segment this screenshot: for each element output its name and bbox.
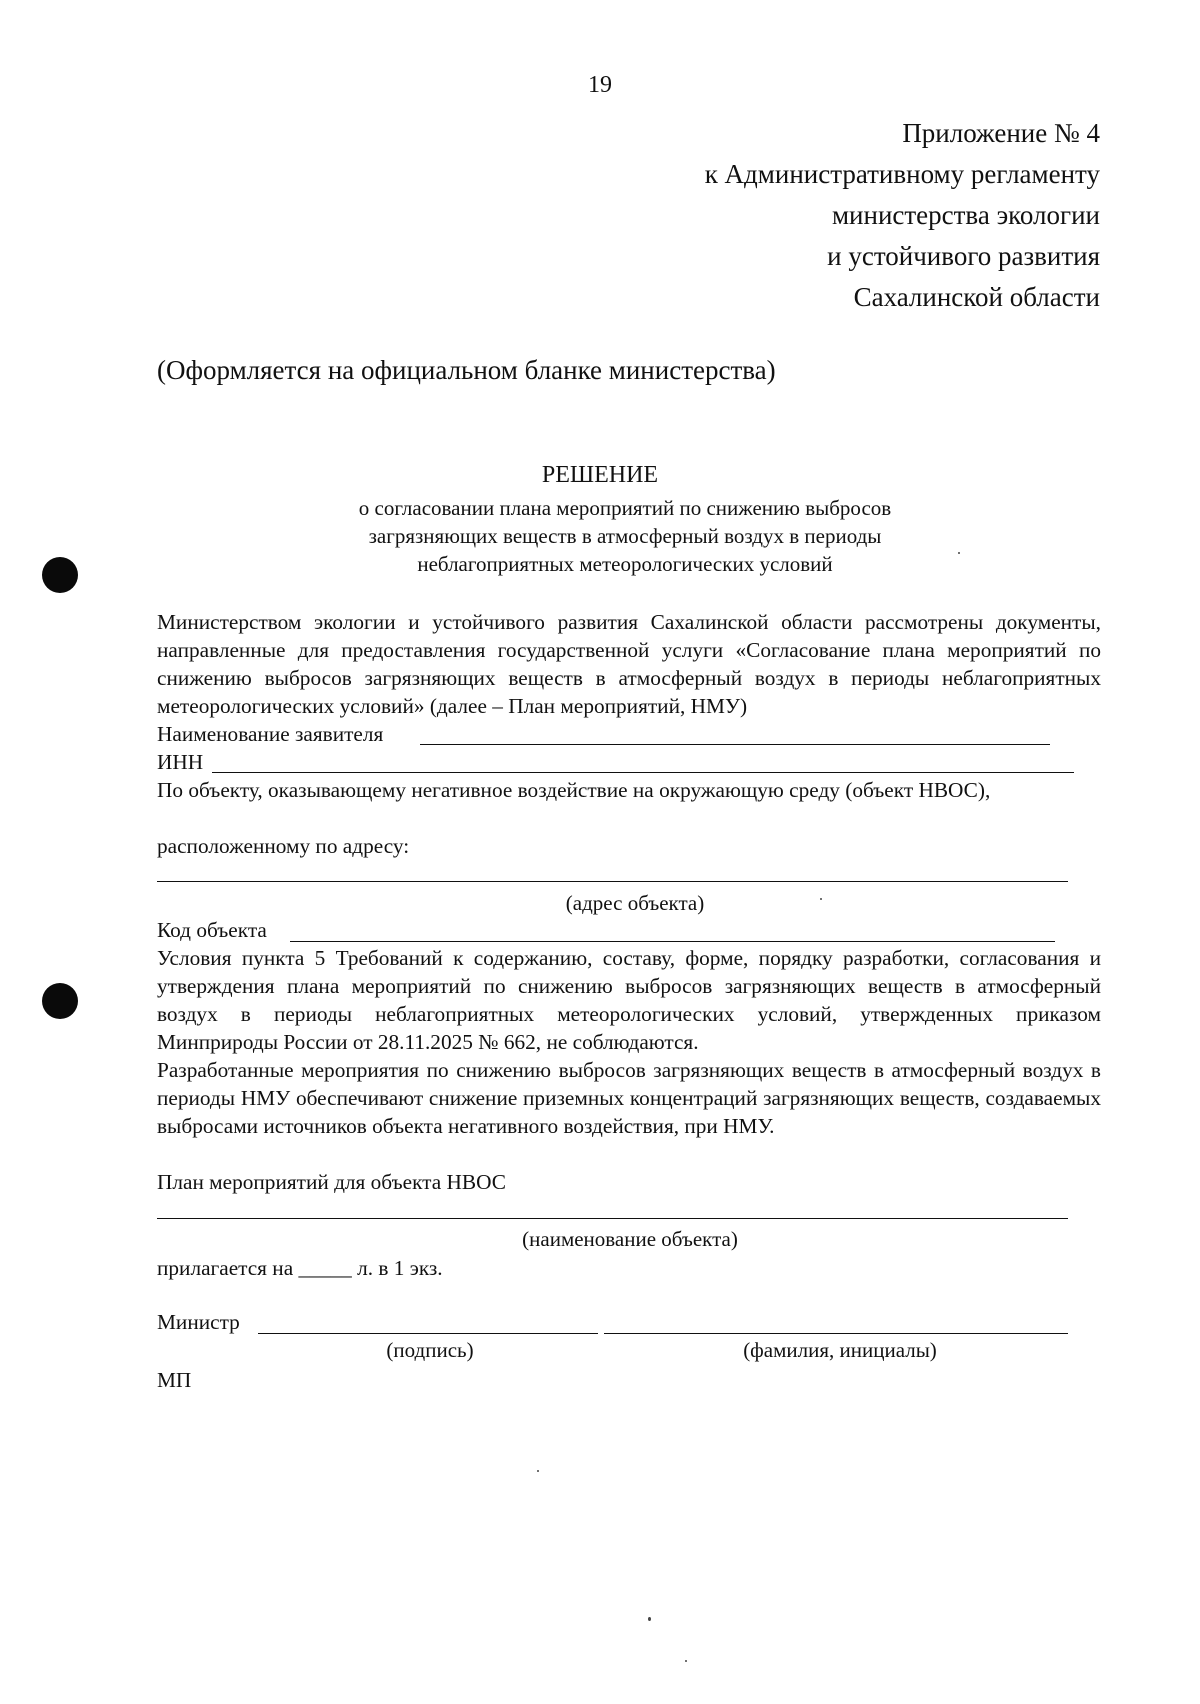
appendix-header: [705, 113, 1100, 318]
applicant-blank-line: [420, 744, 1050, 745]
punch-hole-bottom: [42, 983, 78, 1019]
minister-label: Министр: [157, 1310, 240, 1334]
inn-row: [157, 748, 203, 776]
seal-label: МП: [157, 1368, 192, 1392]
object-text: По объекту, оказывающему негативное воздействие на окружающую среду (объект НВОС),: [157, 778, 991, 802]
appendix-line: министерства экологии: [831, 200, 1100, 230]
address-label: расположенному по адресу:: [157, 834, 410, 858]
scan-speck: [537, 1470, 539, 1472]
attached-row: [157, 1254, 443, 1282]
object-name-caption: (наименование объекта): [522, 1227, 738, 1251]
plan-row: [157, 1168, 506, 1196]
plan-label: План мероприятий для объекта НВОС: [157, 1170, 506, 1194]
name-caption: (фамилия, инициалы): [743, 1338, 937, 1362]
name-blank-line: [604, 1333, 1068, 1334]
applicant-label: Наименование заявителя: [157, 722, 384, 746]
intro-text: Министерством экологии и устойчивого развития Сахалинской области рассмотрены документы, направленные для предоставления государственной услуги «Согласование плана мероприятий по снижению выбросов загрязняющих веществ в атмосферный воздух в периоды неблагоприятных метеорологических условий» (далее – План мероприятий, НМУ): [157, 610, 1101, 718]
seal-row: [157, 1366, 191, 1394]
conditions-paragraph: [157, 944, 1101, 1056]
subtitle-line: загрязняющих веществ в атмосферный воздух в периоды: [368, 524, 882, 548]
address-row: [157, 832, 409, 860]
attached-prefix: прилагается на: [157, 1256, 294, 1280]
object-code-label: Код объекта: [157, 918, 267, 942]
conditions-text: Условия пункта 5 Требований к содержанию, составу, форме, порядку разработки, согласования и утверждения плана мероприятий по снижению выбросов загрязняющих веществ в атмосферный воздух в периоды неблагоприятных метеорологических условий, утвержденных приказом Минприроды России от 28.11.2025 № 662, не соблюдаются.: [157, 946, 1101, 1054]
inn-blank-line: [212, 772, 1074, 773]
address-blank-line: [157, 881, 1068, 882]
measures-text: Разработанные мероприятия по снижению выбросов загрязняющих веществ в атмосферный воздух в периоды НМУ обеспечивают снижение приземных концентраций загрязняющих веществ, создаваемых выбросами источников объекта негативного воздействия, при НМУ.: [157, 1058, 1101, 1138]
attached-sheets-blank: _____: [298, 1256, 352, 1280]
subtitle-line: неблагоприятных метеорологических условий: [417, 552, 833, 576]
subtitle-line: о согласовании плана мероприятий по снижению выбросов: [358, 496, 892, 520]
object-paragraph: [157, 776, 1101, 804]
minister-row: [157, 1308, 240, 1336]
page-number: 19: [588, 72, 612, 98]
signature-blank-line: [258, 1333, 598, 1334]
decision-subtitle: [0, 494, 1200, 578]
object-name-blank-line: [157, 1218, 1068, 1219]
intro-paragraph: [157, 608, 1101, 720]
applicant-row: [157, 720, 383, 748]
scan-speck: [820, 898, 822, 900]
inn-label: ИНН: [157, 750, 204, 774]
measures-paragraph: [157, 1056, 1101, 1140]
official-blank-note: (Оформляется на официальном бланке министерства): [157, 355, 776, 385]
scan-speck: [648, 1617, 651, 1621]
object-code-row: [157, 916, 267, 944]
appendix-line: Сахалинской области: [853, 282, 1100, 312]
appendix-line: к Административному регламенту: [704, 159, 1100, 189]
appendix-line: и устойчивого развития: [827, 241, 1100, 271]
signature-caption: (подпись): [386, 1338, 474, 1362]
decision-title: РЕШЕНИЕ: [541, 462, 659, 488]
attached-suffix: л. в 1 экз.: [357, 1256, 443, 1280]
address-caption: (адрес объекта): [565, 891, 705, 915]
object-code-blank-line: [290, 941, 1055, 942]
appendix-line: Приложение № 4: [902, 118, 1100, 148]
scan-speck: [685, 1660, 687, 1662]
